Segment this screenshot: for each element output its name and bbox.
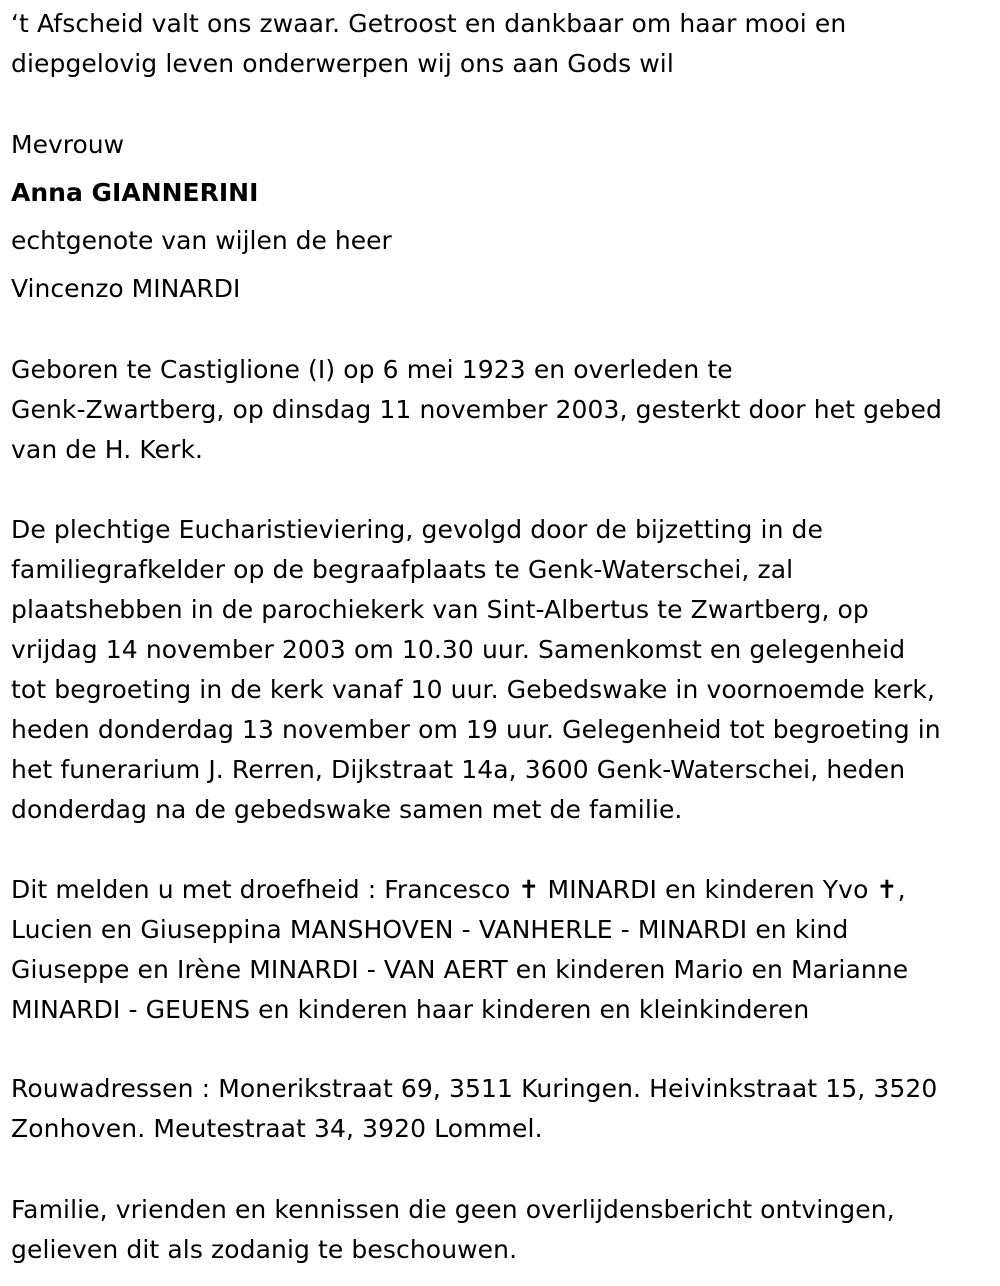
ceremony-line: het funerarium J. Rerren, Dijkstraat 14a, 3600 Genk-Waterschei, heden: [11, 755, 906, 784]
ceremony-line: plaatshebben in de parochiekerk van Sint-Albertus te Zwartberg, op: [11, 595, 869, 624]
family-line-3: Giuseppe en Irène MINARDI - VAN AERT en kinderen Mario en Marianne: [11, 955, 909, 984]
ceremony-line: vrijdag 14 november 2003 om 10.30 uur. Samenkomst en gelegenheid: [11, 635, 906, 664]
closing-line-1: Familie, vrienden en kennissen die geen overlijdensbericht ontvingen,: [11, 1195, 895, 1224]
ceremony-line: De plechtige Eucharistieviering, gevolgd door de bijzetting in de: [11, 515, 824, 544]
family-line-4: MINARDI - GEUENS en kinderen haar kinderen en kleinkinderen: [11, 995, 810, 1024]
closing-line-2: gelieven dit als zodanig te beschouwen.: [11, 1235, 518, 1264]
closing-paragraph: [11, 1190, 996, 1270]
birth-death-line-3: van de H. Kerk.: [11, 435, 204, 464]
family-line-1-a: Dit melden u met droefheid : Francesco: [11, 875, 519, 904]
birth-death-line-2: Genk-Zwartberg, op dinsdag 11 november 2003, gesterkt door het gebed: [11, 395, 942, 424]
ceremony-line: tot begroeting in de kerk vanaf 10 uur. Gebedswake in voornoemde kerk,: [11, 675, 936, 704]
family-line-2: Lucien en Giuseppina MANSHOVEN - VANHERLE - MINARDI en kind: [11, 915, 849, 944]
intro-line-1: ‘t Afscheid valt ons zwaar. Getroost en dankbaar om haar mooi en: [11, 9, 847, 38]
family-paragraph: [11, 870, 996, 1030]
family-line-1-b: MINARDI en kinderen Yvo: [539, 875, 877, 904]
spouse-name: Vincenzo MINARDI: [11, 274, 241, 303]
birth-death-line-1: Geboren te Castiglione (I) op 6 mei 1923 en overleden te: [11, 355, 733, 384]
deceased-name: Anna GIANNERINI: [11, 178, 259, 207]
salutation: Mevrouw: [11, 130, 125, 159]
addresses-line-1: Rouwadressen : Monerikstraat 69, 3511 Kuringen. Heivinkstraat 15, 3520: [11, 1074, 938, 1103]
addresses-line-2: Zonhoven. Meutestraat 34, 3920 Lommel.: [11, 1114, 543, 1143]
ceremony-paragraph: [11, 510, 996, 830]
family-line-1-c: ,: [897, 875, 906, 904]
ceremony-line: familiegrafkelder op de begraafplaats te Genk-Waterschei, zal: [11, 555, 794, 584]
addresses-paragraph: [11, 1069, 996, 1149]
cross-icon: ✝: [518, 875, 540, 904]
birth-death-paragraph: [11, 350, 996, 470]
cross-icon: ✝: [876, 875, 898, 904]
relation-text: echtgenote van wijlen de heer: [11, 226, 392, 255]
intro-paragraph: [11, 4, 996, 84]
ceremony-line: heden donderdag 13 november om 19 uur. Gelegenheid tot begroeting in: [11, 715, 941, 744]
ceremony-line: donderdag na de gebedswake samen met de familie.: [11, 795, 683, 824]
intro-line-2: diepgelovig leven onderwerpen wij ons aan Gods wil: [11, 49, 674, 78]
family-line-1: [11, 870, 996, 910]
